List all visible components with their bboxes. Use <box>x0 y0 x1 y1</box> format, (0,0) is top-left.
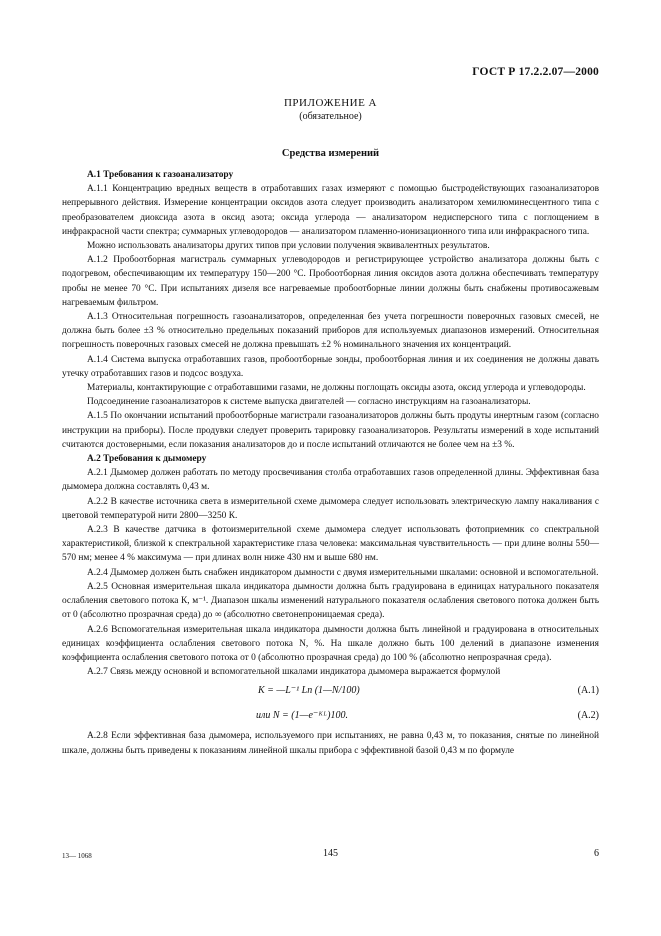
document-id: ГОСТ Р 17.2.2.07—2000 <box>472 66 599 78</box>
paragraph-a1-4b: Материалы, контактирующие с отработавшими газами, не должны поглощать оксиды азота, оксид углерода и углеводороды. <box>87 383 586 394</box>
page-number: 145 <box>323 848 338 859</box>
paragraph-a2-6: А.2.6 Вспомогательная измерительная шкала индикатора дымности должна быть линейной и градуирована в относительных единицах коэффициента ослабления светового потока N, %. На шкале должно быть 100 делений в диапазоне изменения коэффициента ослабления светового потока от 0 (абсолютно прозрачная среда) до 100 % (абсолютно непрозрачная среда). <box>62 624 599 663</box>
paragraph-a1-4c: Подсоединение газоанализаторов к системе выпуска двигателей — согласно инструкциям на газоанализаторы. <box>87 397 531 408</box>
paragraph-a2-3: А.2.3 В качестве датчика в фотоизмерительной схеме дымомера следует использовать фотоприемник со спектральной характеристикой, близкой к спектральной характеристике глаза человека: максимальная чувствительность — при длине волны 550—570 нм; менее 4 % максимума — при длинах волн ниже 430 нм и выше 680 нм. <box>62 525 599 564</box>
paragraph-a2-1: А.2.1 Дымомер должен работать по методу просвечивания столба отработавших газов определенной длины. Эффективная база дымомера должна составлять 0,43 м. <box>62 468 599 493</box>
paragraph-a2-8: А.2.8 Если эффективная база дымомера, используемого при испытаниях, не равна 0,43 м, то показания, снятые по линейной шкале, должны быть приведены к показаниям линейной шкалы прибора с эффективной базой 0,43 м по формуле <box>62 731 599 756</box>
heading-a1: А.1 Требования к газоанализатору <box>87 170 234 180</box>
paragraph-a1-2: А.1.2 Пробоотборная магистраль суммарных углеводородов и регистрирующее устройство анализатора должны быть с подогревом, обеспечивающим их температуру 150—200 °С. Пробоотборная линия оксидов азота должна обеспечивать температуру пробы не менее 70 °С. При испытаниях дизеля все нагреваемые пробоотборные линии должны быть снабжены противосажевым нагреваемым фильтром. <box>62 255 599 308</box>
paragraph-a2-2: А.2.2 В качестве источника света в измерительной схеме дымомера следует использовать электрическую лампу накаливания с цветовой температурой нити 2800—3250 К. <box>62 496 599 521</box>
formula-a2 <box>62 704 599 729</box>
paragraph-a1-1: А.1.1 Концентрацию вредных веществ в отработавших газах измеряют с помощью быстродействующих газоанализаторов непрерывного действия. Измерение концентрации оксидов азота следует производить анализатором хемилюминесцентного типа с преобразователем диоксида азота в оксид азота; оксида углерода — анализатором недисперсного типа с поглощением в инфракрасной части спектра; суммарных углеводородов — анализатором пламенно-ионизационного типа или инфракрасного типа. <box>62 184 599 237</box>
paragraph-a1-5: А.1.5 По окончании испытаний пробоотборные магистрали газоанализаторов должны быть продуты инертным газом (согласно инструкции на приборы). После продувки следует проверить тарировку газоанализаторов. Результаты измерений в ходе испытаний считаются достоверными, если показания анализаторов до и после испытаний отличаются не более чем на ±3 %. <box>62 411 599 450</box>
paragraph-a1-4: А.1.4 Система выпуска отработавших газов, пробоотборные зонды, пробоотборная линия и их соединения не должны давать утечку отработавших газов и подсос воздуха. <box>62 354 599 379</box>
document-body <box>62 168 599 758</box>
sheet-number: 6 <box>594 848 599 859</box>
print-order-number: 13— 1068 <box>62 852 92 860</box>
paragraph-a2-7: А.2.7 Связь между основной и вспомогательной шкалами индикатора дымомера выражается формулой <box>87 667 501 678</box>
appendix-subtitle: (обязательное) <box>299 111 362 122</box>
formula-a1-number: (А.1) <box>577 685 599 697</box>
paragraph-a1-1b: Можно использовать анализаторы других типов при условии получения эквивалентных результатов. <box>87 241 490 252</box>
appendix-title: ПРИЛОЖЕНИЕ А <box>283 97 377 109</box>
paragraph-a2-5: А.2.5 Основная измерительная шкала индикатора дымности должна быть градуирована в единицах натурального показателя ослабления светового потока К, м⁻¹. Диапазон шкалы изменений натурального показателя ослабления светового потока должен быть от 0 (абсолютно прозрачная среда) до ∞ (абсолютно светонепроницаемая среда). <box>62 581 599 621</box>
formula-a2-number: (А.2) <box>577 710 599 722</box>
paragraph-a1-3: А.1.3 Относительная погрешность газоанализаторов, определенная без учета погрешности поверочных газовых смесей, не должна быть более ±3 % относительно предельных показаний приборов для используемых диапазонов измерений. Относительная погрешность поверочных газовых смесей не должна превышать ±2 % номинального значения их концентраций. <box>62 312 599 351</box>
heading-a2: А.2 Требования к дымомеру <box>87 454 207 465</box>
formula-a1-expression: K = —L⁻¹ Ln (1—N/100) <box>258 685 360 697</box>
formula-a2-expression: или N = (1—e⁻ᴷᴸ)100. <box>256 710 348 722</box>
formula-a1 <box>62 679 599 704</box>
section-title: Средства измерений <box>281 148 380 159</box>
paragraph-a2-4: А.2.4 Дымомер должен быть снабжен индикатором дымности с двумя измерительными шкалами: основной и вспомогательной. <box>87 567 599 578</box>
